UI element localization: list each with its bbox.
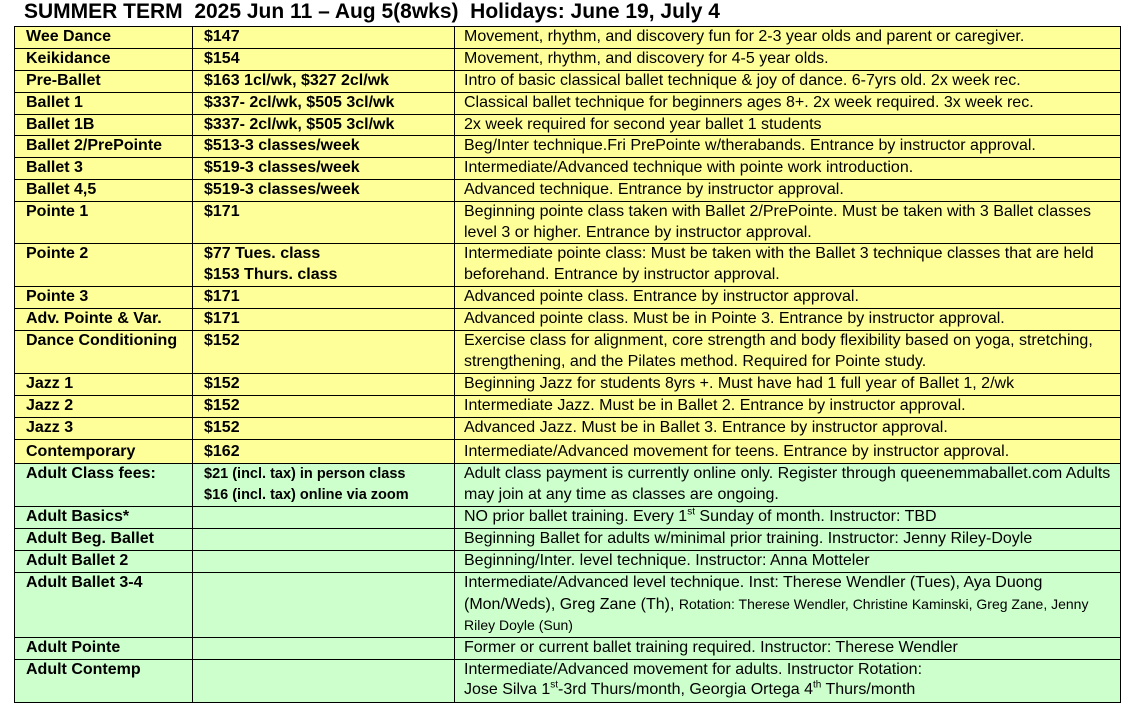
class-name: Adult Beg. Ballet [15, 529, 193, 551]
class-description: Adult class payment is currently online only. Register through queenemmaballet.com Adults may join at any time as classes are ongoing. [455, 464, 1121, 507]
class-description: Advanced pointe class. Entrance by instructor approval. [455, 287, 1121, 309]
table-row [15, 70, 1121, 92]
class-name: Pointe 2 [15, 244, 193, 287]
table-row [15, 374, 1121, 396]
class-description: Intermediate/Advanced technique with pointe work introduction. [455, 158, 1121, 180]
class-name: Ballet 3 [15, 158, 193, 180]
class-name: Dance Conditioning [15, 331, 193, 374]
table-row [15, 637, 1121, 659]
class-description: Intro of basic classical ballet technique & joy of dance. 6-7yrs old. 2x week rec. [455, 70, 1121, 92]
class-price: $152 [193, 396, 455, 418]
table-row [15, 464, 1121, 507]
price-line: $21 (incl. tax) in person class [204, 466, 406, 482]
class-description: Advanced technique. Entrance by instructor approval. [455, 180, 1121, 202]
class-name: Adult Basics* [15, 507, 193, 529]
table-row [15, 396, 1121, 418]
class-name: Ballet 1 [15, 92, 193, 114]
class-description: Movement, rhythm, and discovery for 4-5 year olds. [455, 49, 1121, 71]
class-price: $147 [193, 27, 455, 49]
class-name: Ballet 4,5 [15, 180, 193, 202]
class-price [193, 551, 455, 573]
class-name: Adv. Pointe & Var. [15, 309, 193, 331]
class-description: Former or current ballet training required. Instructor: Therese Wendler [455, 637, 1121, 659]
class-price: $337- 2cl/wk, $505 3cl/wk [193, 114, 455, 136]
class-name: Keikidance [15, 49, 193, 71]
class-price: $513-3 classes/week [193, 136, 455, 158]
class-name: Pointe 3 [15, 287, 193, 309]
class-price: $337- 2cl/wk, $505 3cl/wk [193, 92, 455, 114]
class-name: Contemporary [15, 440, 193, 464]
table-row [15, 158, 1121, 180]
class-description: Advanced pointe class. Must be in Pointe 3. Entrance by instructor approval. [455, 309, 1121, 331]
class-price: $171 [193, 202, 455, 244]
table-row [15, 244, 1121, 287]
class-description: 2x week required for second year ballet 1 students [455, 114, 1121, 136]
class-name: Jazz 1 [15, 374, 193, 396]
class-description: Exercise class for alignment, core strength and body flexibility based on yoga, stretching, strengthening, and the Pilates method. Required for Pointe study. [455, 331, 1121, 374]
price-line: $77 Tues. class [204, 245, 321, 262]
class-name: Pointe 1 [15, 202, 193, 244]
table-row [15, 27, 1121, 49]
class-price: $152 [193, 418, 455, 440]
class-description: Movement, rhythm, and discovery fun for 2-3 year olds and parent or caregiver. [455, 27, 1121, 49]
class-price: $171 [193, 309, 455, 331]
class-name: Adult Ballet 3-4 [15, 573, 193, 638]
table-row [15, 507, 1121, 529]
table-row [15, 418, 1121, 440]
class-name: Adult Class fees: [15, 464, 193, 507]
class-description: Intermediate/Advanced level technique. Inst: Therese Wendler (Tues), Aya Duong (Mon/Weds), Greg Zane (Th), Rotation: Therese Wendler, Christine Kaminski, Greg Zane, Jenny Riley Doyle (Sun) [455, 573, 1121, 638]
table-row [15, 659, 1121, 702]
class-description: Beginning Ballet for adults w/minimal prior training. Instructor: Jenny Riley-Doyle [455, 529, 1121, 551]
class-description: Beginning pointe class taken with Ballet 2/PrePointe. Must be taken with 3 Ballet classes level 3 or higher. Entrance by instructor approval. [455, 202, 1121, 244]
class-name: Adult Ballet 2 [15, 551, 193, 573]
class-price: $162 [193, 440, 455, 464]
table-row [15, 49, 1121, 71]
class-description: Intermediate Jazz. Must be in Ballet 2. Entrance by instructor approval. [455, 396, 1121, 418]
class-schedule-table [14, 26, 1121, 703]
class-name: Adult Contemp [15, 659, 193, 702]
class-description: Beg/Inter technique.Fri PrePointe w/therabands. Entrance by instructor approval. [455, 136, 1121, 158]
price-line: $153 Thurs. class [204, 265, 338, 283]
class-price [193, 573, 455, 638]
class-description: Advanced Jazz. Must be in Ballet 3. Entrance by instructor approval. [455, 418, 1121, 440]
class-price [193, 529, 455, 551]
table-row [15, 309, 1121, 331]
price-line: $16 (incl. tax) online via zoom [204, 486, 409, 503]
class-name: Pre-Ballet [15, 70, 193, 92]
class-price: $519-3 classes/week [193, 180, 455, 202]
class-description: Intermediate/Advanced movement for adults. Instructor Rotation: Jose Silva 1st-3rd Thurs/month, Georgia Ortega 4th Thurs/month [455, 659, 1121, 702]
class-price: $163 1cl/wk, $327 2cl/wk [193, 70, 455, 92]
class-price [193, 244, 455, 287]
table-row [15, 114, 1121, 136]
class-name: Jazz 2 [15, 396, 193, 418]
class-price: $519-3 classes/week [193, 158, 455, 180]
class-price: $152 [193, 331, 455, 374]
class-price [193, 464, 455, 507]
class-price [193, 637, 455, 659]
class-price: $154 [193, 49, 455, 71]
table-row [15, 136, 1121, 158]
class-description: Beginning/Inter. level technique. Instructor: Anna Motteler [455, 551, 1121, 573]
class-price: $171 [193, 287, 455, 309]
table-row [15, 440, 1121, 464]
page-title: SUMMER TERM 2025 Jun 11 – Aug 5(8wks) Holidays: June 19, July 4 [24, 0, 720, 23]
table-row [15, 287, 1121, 309]
class-price [193, 659, 455, 702]
class-description: Beginning Jazz for students 8yrs +. Must have had 1 full year of Ballet 1, 2/wk [455, 374, 1121, 396]
table-row [15, 529, 1121, 551]
table-row [15, 573, 1121, 638]
table-row [15, 331, 1121, 374]
class-name: Jazz 3 [15, 418, 193, 440]
class-description: Intermediate pointe class: Must be taken with the Ballet 3 technique classes that are held beforehand. Entrance by instructor approval. [455, 244, 1121, 287]
table-row [15, 551, 1121, 573]
class-name: Ballet 1B [15, 114, 193, 136]
class-name: Wee Dance [15, 27, 193, 49]
table-row [15, 202, 1121, 244]
class-description: Classical ballet technique for beginners ages 8+. 2x week required. 3x week rec. [455, 92, 1121, 114]
class-name: Ballet 2/PrePointe [15, 136, 193, 158]
class-price [193, 507, 455, 529]
table-row [15, 92, 1121, 114]
class-description: NO prior ballet training. Every 1st Sunday of month. Instructor: TBD [455, 507, 1121, 529]
class-price: $152 [193, 374, 455, 396]
class-description: Intermediate/Advanced movement for teens. Entrance by instructor approval. [455, 440, 1121, 464]
class-name: Adult Pointe [15, 637, 193, 659]
table-row [15, 180, 1121, 202]
